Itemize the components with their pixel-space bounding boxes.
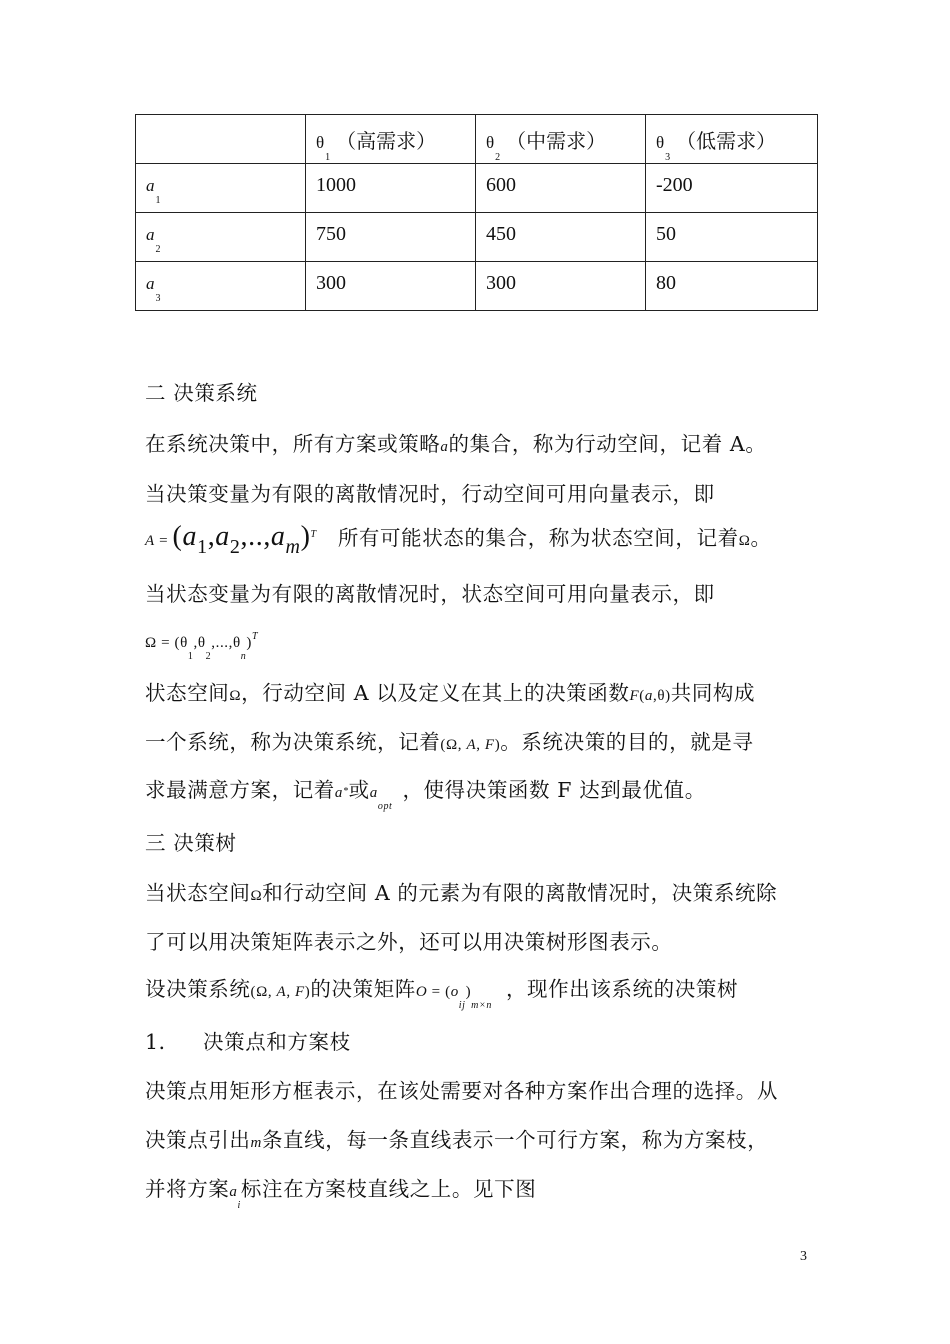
paragraph-line: 决策点引出m条直线，每一条直线表示一个可行方案，称为方案枝，: [145, 1128, 769, 1152]
paragraph-line: 决策点用矩形方框表示，在该处需要对各种方案作出合理的选择。从: [145, 1079, 778, 1103]
paragraph-line: 并将方案$a_i$标注在方案枝直线之上。见下图: [145, 1177, 537, 1211]
paragraph-line: 当决策变量为有限的离散情况时，行动空间可用向量表示，即: [145, 482, 715, 506]
section-heading-decision-system: 二 决策系统: [145, 381, 258, 405]
table-row: [136, 164, 818, 213]
table-header-row: [136, 115, 818, 164]
paragraph-line: 状态空间Ω，行动空间 A 以及定义在其上的决策函数F(a,θ)共同构成: [145, 681, 756, 705]
table-header-cell: $\theta_2$（中需求）: [476, 115, 646, 164]
paragraph-line: 当状态空间Ω和行动空间 A 的元素为有限的离散情况时，决策系统除: [145, 881, 778, 905]
table-cell: 80: [646, 262, 818, 311]
paragraph-line: 一个系统，称为决策系统，记着(Ω, A, F)。系统决策的目的，就是寻: [145, 730, 754, 754]
payoff-table: [135, 114, 818, 311]
table-cell: 750: [306, 213, 476, 262]
paragraph-line: $A = (a1,a2,..,am)^T$ 所有可能状态的集合，称为状态空间，记着Ω。: [145, 521, 772, 558]
table-cell: 300: [306, 262, 476, 311]
table-row: [136, 262, 818, 311]
math-action-vector: A: [145, 533, 155, 549]
table-cell: 300: [476, 262, 646, 311]
row-label-cell: $a_1$: [136, 164, 306, 213]
table-cell: 600: [476, 164, 646, 213]
table-cell: 50: [646, 213, 818, 262]
table-cell: 1000: [306, 164, 476, 213]
table-cell: 450: [476, 213, 646, 262]
list-item-heading: 1． 决策点和方案枝: [145, 1030, 351, 1054]
math-a: a: [440, 439, 449, 455]
paragraph-line: 设决策系统(Ω, A, F)的决策矩阵$O = (o_{ij})_{m\times n}$，现作出该系统的决策树: [145, 977, 739, 1011]
row-label-cell: $a_3$: [136, 262, 306, 311]
table-header-cell: $\theta_1$（高需求）: [306, 115, 476, 164]
math-state-vector: $\Omega = (\theta_1,\theta_2,...,\theta_n)^T$: [145, 631, 259, 662]
page-number: 3: [800, 1249, 807, 1264]
table-corner-cell: [136, 115, 306, 164]
section-heading-decision-tree: 三 决策树: [145, 831, 237, 855]
paragraph-line: 当状态变量为有限的离散情况时，状态空间可用向量表示，即: [145, 582, 715, 606]
row-label-cell: $a_2$: [136, 213, 306, 262]
paragraph-line: 在系统决策中，所有方案或策略a的集合，称为行动空间，记着 A。: [145, 432, 767, 456]
table-cell: -200: [646, 164, 818, 213]
paragraph-line: 了可以用决策矩阵表示之外，还可以用决策树形图表示。: [145, 930, 673, 954]
table-header-cell: $\theta_3$（低需求）: [646, 115, 818, 164]
table-row: [136, 213, 818, 262]
paragraph-line: 求最满意方案，记着a*或$a_{opt}$，使得决策函数 F 达到最优值。: [145, 778, 706, 812]
